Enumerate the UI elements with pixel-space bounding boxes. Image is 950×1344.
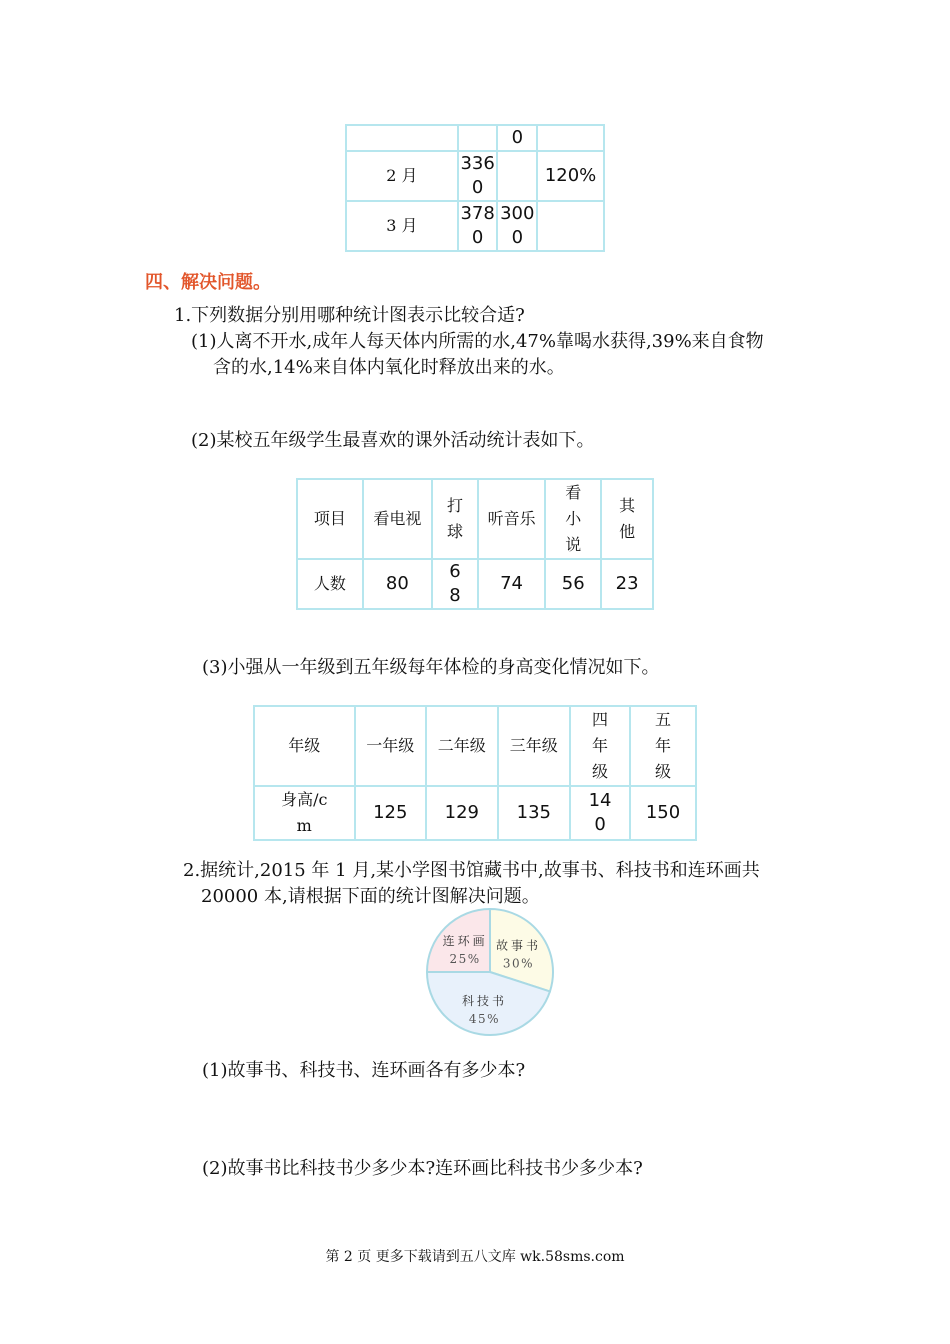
top-table-cell — [537, 125, 604, 151]
height-value: 135 — [498, 786, 571, 840]
q1-p3: (3)小强从一年级到五年级每年体检的身高变化情况如下。 — [202, 657, 660, 678]
pie-category-label: 科技书 — [461, 993, 508, 1008]
height-row-label: 身高/cm — [254, 786, 355, 840]
activity-row-label: 人数 — [297, 559, 363, 609]
height-header: 年级 — [254, 706, 355, 786]
q1-p2: (2)某校五年级学生最喜欢的课外活动统计表如下。 — [191, 430, 595, 451]
top-table-cell — [346, 125, 458, 151]
height-header: 一年级 — [355, 706, 427, 786]
top-table-cell: 0 — [497, 125, 537, 151]
top-table — [345, 124, 605, 252]
top-table-cell: 3780 — [458, 201, 498, 251]
height-value: 150 — [630, 786, 696, 840]
top-table-cell — [458, 125, 498, 151]
top-table-cell: 3000 — [497, 201, 537, 251]
activity-value: 80 — [363, 559, 432, 609]
top-table-cell: 120% — [537, 151, 604, 201]
pie-value-label: 25% — [449, 952, 481, 967]
height-table — [253, 705, 697, 841]
activity-value: 56 — [545, 559, 601, 609]
pie-category-label: 故事书 — [495, 938, 542, 953]
activity-value: 74 — [478, 559, 545, 609]
q1-p1-line2: 含的水,14%来自体内氧化时释放出来的水。 — [213, 357, 565, 378]
q2-sub1: (1)故事书、科技书、连环画各有多少本? — [202, 1060, 526, 1081]
activity-header: 看小说 — [545, 479, 601, 559]
pie-category-label: 连环画 — [442, 934, 488, 949]
activity-table — [296, 478, 654, 610]
q2-line2: 20000 本,请根据下面的统计图解决问题。 — [201, 886, 540, 907]
height-header: 三年级 — [498, 706, 571, 786]
q2-sub2: (2)故事书比科技书少多少本?连环画比科技书少多少本? — [202, 1158, 643, 1179]
height-header: 二年级 — [426, 706, 498, 786]
book-pie-chart — [420, 904, 560, 1040]
section-heading: 四、解决问题。 — [145, 272, 271, 293]
top-table-month: 3 月 — [346, 201, 458, 251]
q1-p1-line1: (1)人离不开水,成年人每天体内所需的水,47%靠喝水获得,39%来自食物 — [191, 331, 764, 352]
top-table-cell: 3360 — [458, 151, 498, 201]
top-table-month: 2 月 — [346, 151, 458, 201]
height-header: 五年级 — [630, 706, 696, 786]
activity-header: 其他 — [601, 479, 653, 559]
q1-title: 1.下列数据分别用哪种统计图表示比较合适? — [174, 305, 525, 326]
q2-line1: 2.据统计,2015 年 1 月,某小学图书馆藏书中,故事书、科技书和连环画共 — [183, 860, 760, 881]
activity-value: 68 — [432, 559, 478, 609]
height-value: 129 — [426, 786, 498, 840]
activity-value: 23 — [601, 559, 653, 609]
height-header: 四年级 — [570, 706, 630, 786]
activity-header: 看电视 — [363, 479, 432, 559]
height-value: 140 — [570, 786, 630, 840]
activity-header: 听音乐 — [478, 479, 545, 559]
pie-value-label: 30% — [502, 956, 535, 971]
activity-header: 项目 — [297, 479, 363, 559]
pie-value-label: 45% — [468, 1011, 501, 1026]
activity-header: 打球 — [432, 479, 478, 559]
height-value: 125 — [355, 786, 427, 840]
page-footer: 第 2 页 更多下载请到五八文库 wk.58sms.com — [325, 1249, 625, 1265]
top-table-cell — [537, 201, 604, 251]
top-table-cell — [497, 151, 537, 201]
